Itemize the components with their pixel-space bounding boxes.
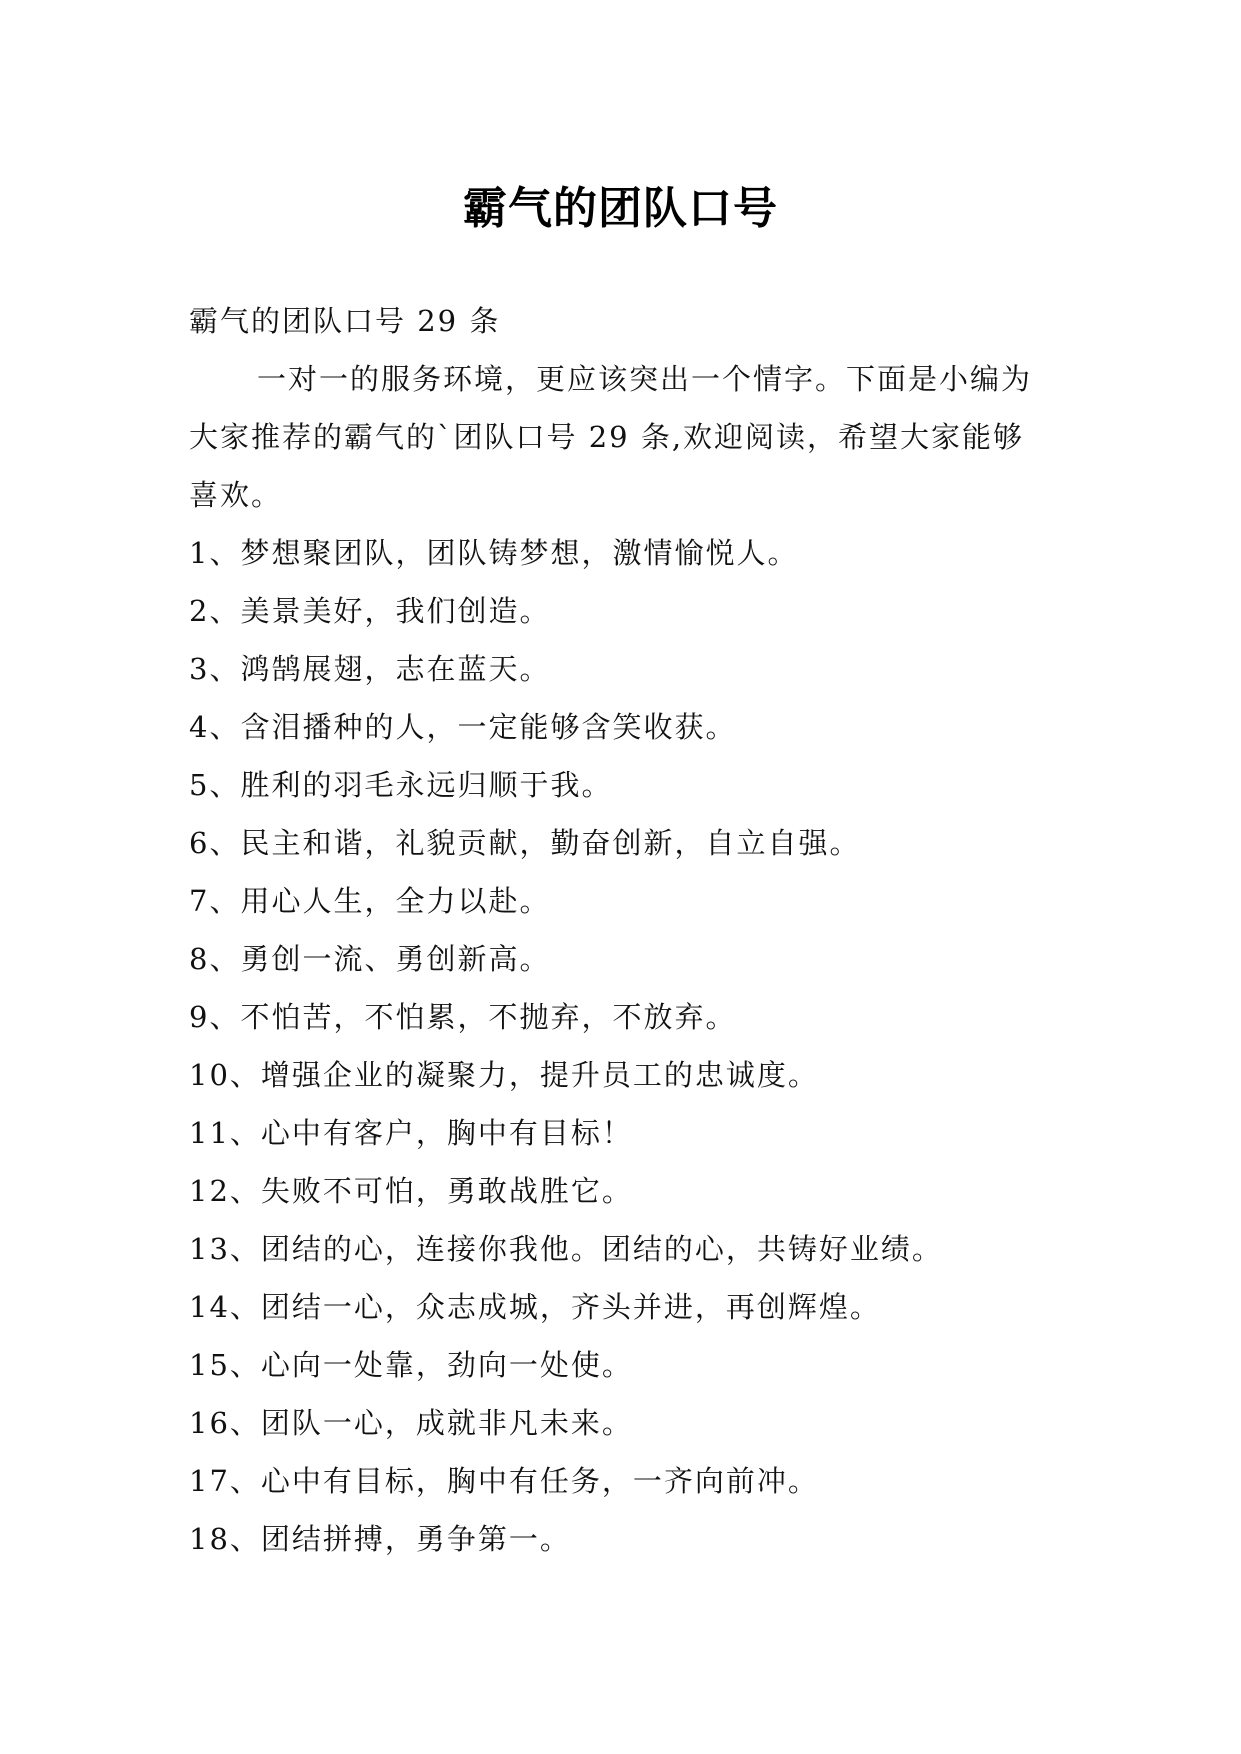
list-item: 11、心中有客户，胸中有目标！ (189, 1116, 633, 1150)
list-item: 9、不怕苦，不怕累，不抛弃，不放弃。 (189, 1000, 737, 1034)
slogan-list (189, 524, 1055, 1568)
list-item: 14、团结一心，众志成城，齐头并进，再创辉煌。 (189, 1290, 881, 1324)
list-item: 12、失败不可怕，勇敢战胜它。 (189, 1174, 633, 1208)
list-item: 5、胜利的羽毛永远归顺于我。 (189, 768, 613, 802)
page-title: 霸气的团队口号 (463, 183, 778, 235)
list-item: 3、鸿鹄展翅，志在蓝天。 (189, 652, 551, 686)
list-item: 8、勇创一流、勇创新高。 (189, 942, 551, 976)
list-item: 16、团队一心，成就非凡未来。 (189, 1406, 633, 1440)
list-item: 2、美景美好，我们创造。 (189, 594, 551, 628)
list-item: 17、心中有目标，胸中有任务，一齐向前冲。 (189, 1464, 819, 1498)
list-item: 15、心向一处靠，劲向一处使。 (189, 1348, 633, 1382)
list-item: 18、团结拼搏，勇争第一。 (189, 1522, 571, 1556)
list-item: 1、梦想聚团队，团队铸梦想，激情愉悦人。 (189, 536, 799, 570)
list-item: 6、民主和谐，礼貌贡献，勤奋创新，自立自强。 (189, 826, 861, 860)
list-item: 4、含泪播种的人，一定能够含笑收获。 (189, 710, 737, 744)
document-body (189, 292, 1055, 1568)
list-item: 13、团结的心，连接你我他。团结的心，共铸好业绩。 (189, 1232, 943, 1266)
document-subtitle: 霸气的团队口号 29 条 (189, 304, 501, 338)
intro-paragraph: 一对一的服务环境，更应该突出一个情字。下面是小编为大家推荐的霸气的`团队口号 29 条,欢迎阅读，希望大家能够喜欢。 (189, 362, 1033, 512)
list-item: 10、增强企业的凝聚力，提升员工的忠诚度。 (189, 1058, 819, 1092)
list-item: 7、用心人生，全力以赴。 (189, 884, 551, 918)
